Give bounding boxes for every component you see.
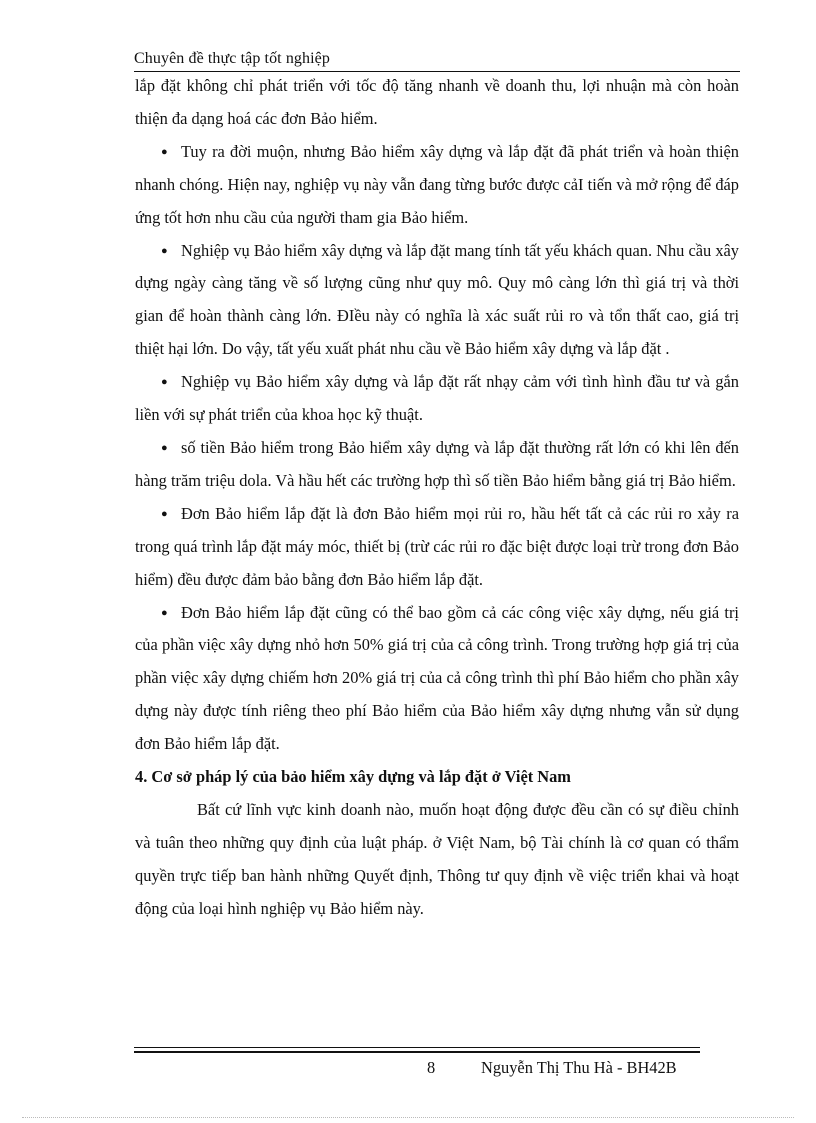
bullet-icon: ● [161, 376, 168, 389]
page-edge-divider [22, 1117, 794, 1118]
bullet-item [135, 235, 739, 367]
bullet-item [135, 432, 739, 498]
bullet-item [135, 366, 739, 432]
section-paragraph: Bất cứ lĩnh vực kinh doanh nào, muốn hoạt động được đều cần có sự điều chỉnh và tuân theo những quy định của luật pháp. ở Việt Nam, bộ Tài chính là cơ quan có thẩm quyền trực tiếp ban hành những Quyết định, Thông tư quy định về việc triển khai và hoạt động của loại hình nghiệp vụ Bảo hiểm này. [135, 799, 739, 918]
bullet-text: Đơn Bảo hiểm lắp đặt là đơn Bảo hiểm mọi rủi ro, hầu hết tất cả các rủi ro xảy ra trong quá trình lắp đặt máy móc, thiết bị (trừ các rủi ro đặc biệt được loại trừ trong đơn Bảo hiểm) đều được đảm bảo bằng đơn Bảo hiểm lắp đặt. [135, 503, 739, 589]
bullet-item [135, 136, 739, 235]
bullet-text: Đơn Bảo hiểm lắp đặt cũng có thể bao gồm cả các công việc xây dựng, nếu giá trị của phần việc xây dựng nhỏ hơn 50% giá trị của cả công trình. Trong trường hợp giá trị của phần việc xây dựng chiếm hơn 20% giá trị của cả công trình thì phí Bảo hiểm cho phần xây dựng này được tính riêng theo phí Bảo hiểm của Bảo hiểm xây dựng nhưng vẫn sử dụng đơn Bảo hiểm lắp đặt. [135, 602, 739, 754]
page-header-title: Chuyên đề thực tập tốt nghiệp [134, 50, 330, 67]
bullet-icon: ● [161, 606, 168, 619]
footer-divider-thin [134, 1047, 700, 1048]
bullet-icon: ● [161, 244, 168, 257]
bullet-text: Tuy ra đời muộn, nhưng Bảo hiểm xây dựng và lắp đặt đã phát triển và hoàn thiện nhanh chóng. Hiện nay, nghiệp vụ này vẫn đang từng bước được cảI tiến và mở rộng để đáp ứng tốt hơn nhu cầu của người tham gia Bảo hiểm. [135, 141, 739, 227]
footer-author: Nguyễn Thị Thu Hà - BH42B [481, 1058, 677, 1077]
bullet-icon: ● [161, 507, 168, 520]
bullet-item [135, 597, 739, 762]
bullet-text: Nghiệp vụ Bảo hiểm xây dựng và lắp đặt rất nhạy cảm với tình hình đầu tư và gắn liền với sự phát triển của khoa học kỹ thuật. [135, 372, 739, 425]
section-heading: 4. Cơ sở pháp lý của bảo hiểm xây dựng và lắp đặt ở Việt Nam [135, 767, 571, 787]
bullet-text: Nghiệp vụ Bảo hiểm xây dựng và lắp đặt mang tính tất yếu khách quan. Nhu cầu xây dựng ngày càng tăng về số lượng cũng như quy mô. Quy mô càng lớn thì giá trị và thời gian để hoàn thành càng lớn. ĐIều này có nghĩa là xác suất rủi ro và tổn thất cao, giá trị thiệt hại lớn. Do vậy, tất yếu xuất phát nhu cầu về Bảo hiểm xây dựng và lắp đặt . [135, 240, 739, 359]
footer-divider-thick [134, 1051, 700, 1053]
bullet-icon: ● [161, 441, 168, 454]
bullet-item [135, 498, 739, 597]
page-number: 8 [427, 1058, 436, 1077]
bullet-icon: ● [161, 145, 168, 158]
page-body [135, 70, 739, 926]
bullet-text: số tiền Bảo hiểm trong Bảo hiểm xây dựng và lắp đặt thường rất lớn có khi lên đến hàng trăm triệu dola. Và hầu hết các trường hợp thì số tiền Bảo hiểm bằng giá trị Bảo hiểm. [135, 437, 739, 490]
continuation-paragraph: lắp đặt không chỉ phát triển với tốc độ tăng nhanh về doanh thu, lợi nhuận mà còn hoàn thiện đa dạng hoá các đơn Bảo hiểm. [135, 76, 739, 128]
